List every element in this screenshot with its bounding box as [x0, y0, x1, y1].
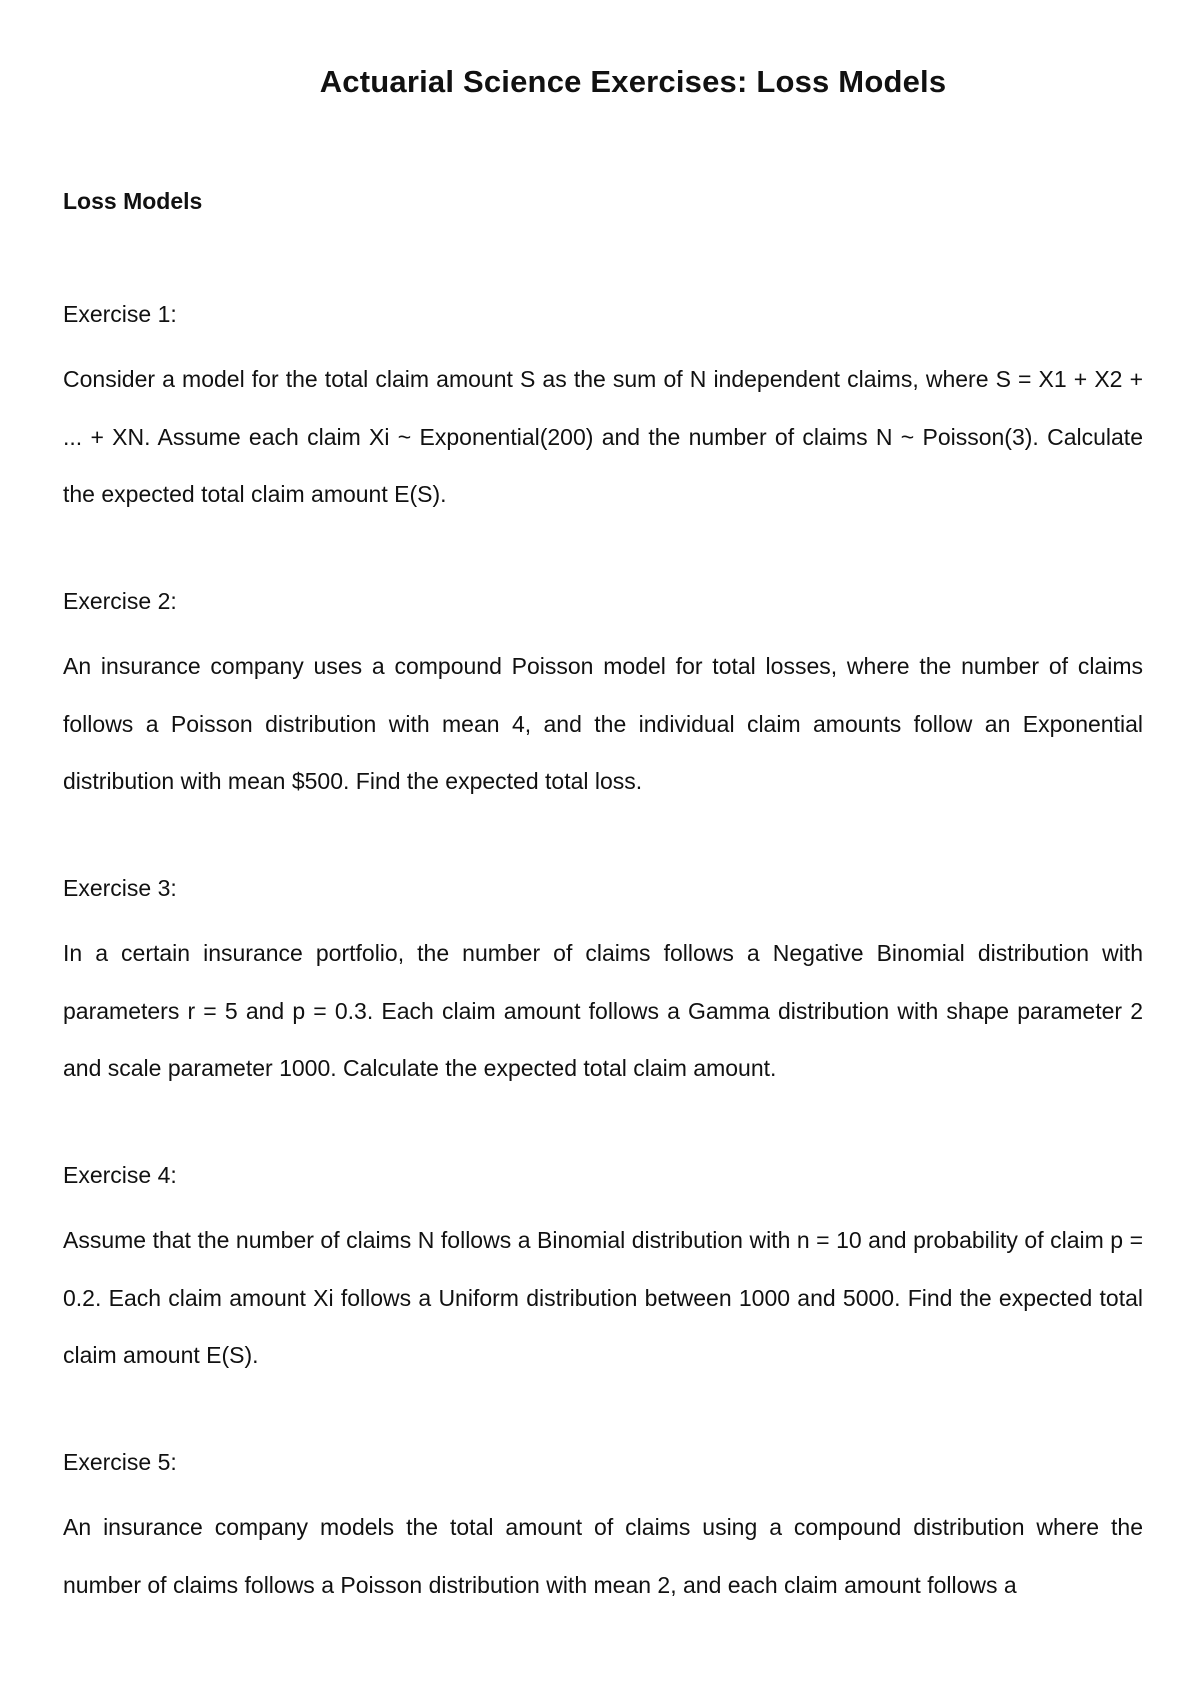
section-heading: Loss Models — [63, 188, 203, 214]
exercise-label: Exercise 4: — [63, 1162, 177, 1188]
exercise-1 — [63, 299, 1143, 524]
document-title: Actuarial Science Exercises: Loss Models — [319, 64, 947, 99]
exercise-label: Exercise 2: — [63, 588, 177, 614]
exercise-4 — [63, 1160, 1143, 1385]
exercise-2 — [63, 586, 1143, 811]
exercise-label: Exercise 3: — [63, 875, 177, 901]
exercise-5 — [63, 1447, 1143, 1614]
exercise-text: Assume that the number of claims N follows a Binomial distribution with n = 10 and probability of claim p = 0.2. Each claim amount Xi follows a Uniform distribution between 1000 and 5000. Find the expected total claim amount E(S). — [63, 1227, 1143, 1368]
exercise-3 — [63, 873, 1143, 1098]
exercise-text: An insurance company models the total amount of claims using a compound distribution where the number of claims follows a Poisson distribution with mean 2, and each claim amount follows a — [63, 1514, 1143, 1598]
exercise-text: In a certain insurance portfolio, the number of claims follows a Negative Binomial distribution with parameters r = 5 and p = 0.3. Each claim amount follows a Gamma distribution with shape parameter 2 and scale parameter 1000. Calculate the expected total claim amount. — [63, 940, 1143, 1081]
exercise-text: Consider a model for the total claim amount S as the sum of N independent claims, where S = X1 + X2 + ... + XN. Assume each claim Xi ~ Exponential(200) and the number of claims N ~ Poisson(3). Calculate the expected total claim amount E(S). — [63, 366, 1143, 507]
exercise-text: An insurance company uses a compound Poisson model for total losses, where the number of claims follows a Poisson distribution with mean 4, and the individual claim amounts follow an Exponential distribution with mean $500. Find the expected total loss. — [63, 653, 1143, 794]
exercise-label: Exercise 5: — [63, 1449, 177, 1475]
exercise-label: Exercise 1: — [63, 301, 177, 327]
